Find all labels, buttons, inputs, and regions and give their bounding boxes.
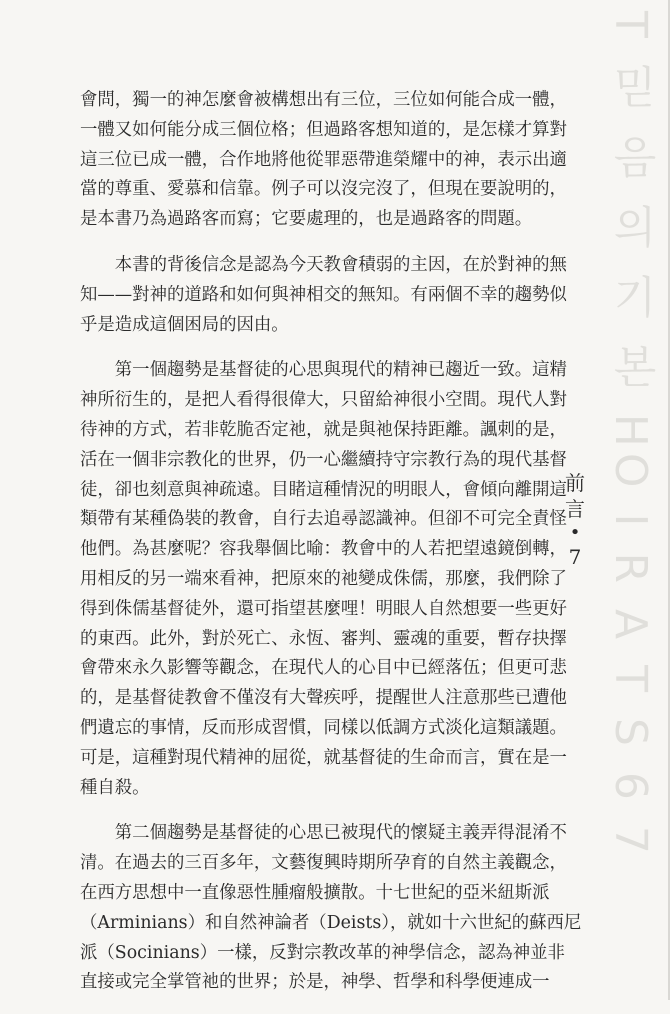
text-line: 的東西。此外，對於死亡、永恆、審判、靈魂的重要，暫存抉擇	[80, 628, 567, 649]
text-line: 這三位已成一體，合作地將他從罪惡帶進榮耀中的神，表示出適	[80, 149, 567, 170]
text-line: 活在一個非宗教化的世界，仍一心繼續持守宗教行為的現代基督	[80, 449, 567, 470]
paragraph	[80, 819, 582, 998]
section-title-char-2: 言	[565, 497, 585, 521]
text-line: 的，是基督徒教會不僅沒有大聲疾呼，提醒世人注意那些已遭他	[80, 688, 567, 709]
body-text	[80, 86, 582, 1014]
text-line: 直接或完全掌管祂的世界；於是，神學、哲學和科學便連成一	[80, 972, 550, 993]
bleed-through-watermark	[602, 0, 662, 860]
paragraph	[80, 251, 567, 340]
text-line: 當的尊重、愛慕和信靠。例子可以沒完沒了，但現在要說明的，	[80, 179, 567, 200]
text-line: 乎是造成這個困局的因由。	[80, 314, 289, 335]
text-line: 類帶有某種偽裝的教會，自行去追尋認識神。但卻不可完全責怪	[80, 509, 567, 530]
text-line: 會帶來永久影響等觀念，在現代人的心目中已經落伍；但更可悲	[80, 658, 567, 679]
text-line: 會問，獨一的神怎麼會被構想出有三位，三位如何能合成一體，	[80, 90, 567, 110]
text-line: 徒，卻也刻意與神疏遠。目睹這種情況的明眼人，會傾向離開這	[80, 479, 567, 500]
text-line: 第一個趨勢是基督徒的心思與現代的精神已趨近一致。這精	[80, 360, 567, 381]
text-line: 種自殺。	[80, 777, 150, 798]
text-line: 在西方思想中一直像惡性腫瘤般擴散。十七世紀的亞米紐斯派	[80, 882, 550, 903]
text-line: 本書的背後信念是認為今天教會積弱的主因，在於對神的無	[80, 254, 567, 275]
text-line: 們遺忘的事情，反而形成習慣，同樣以低調方式淡化這類議題。	[80, 717, 567, 738]
text-line: 得到侏儒基督徒外，還可指望甚麼哩！明眼人自然想要一些更好	[80, 598, 567, 619]
watermark-glyphs: T 믿 음 의 기 본 HO I R A T S 6 7	[605, 10, 656, 860]
paragraph	[80, 356, 567, 803]
text-line: 知——對神的道路和如何與神相交的無知。有兩個不幸的趨勢似	[80, 284, 567, 305]
text-line: 是本書乃為過路客而寫；它要處理的，也是過路客的問題。	[80, 209, 533, 230]
section-title-char-1: 前	[565, 471, 585, 495]
text-line: 可是，這種對現代精神的屈從，就基督徒的生命而言，實在是一	[80, 747, 567, 768]
text-line: 派（Socinians）一樣，反對宗教改革的神學信念，認為神並非	[80, 942, 565, 963]
text-line: 用相反的另一端來看神，把原來的祂變成侏儒，那麼，我們除了	[80, 568, 567, 589]
paragraph	[80, 86, 567, 235]
text-line: 第二個趨勢是基督徒的心思已被現代的懷疑主義弄得混淆不	[80, 823, 567, 844]
text-line: 一體又如何能分成三個位格；但過路客想知道的，是怎樣才算對	[80, 119, 567, 140]
text-line: 神所衍生的，是把人看得很偉大，只留給神很小空間。現代人對	[80, 390, 567, 411]
page-number: 7	[568, 545, 582, 569]
text-line: 待神的方式，若非乾脆否定祂，就是與祂保持距離。諷刺的是，	[80, 419, 567, 440]
text-line: 清。在過去的三百多年，文藝復興時期所孕育的自然主義觀念，	[80, 853, 567, 874]
text-line: （Arminians）和自然神論者（Deists），就如十六世紀的蘇西尼	[80, 912, 582, 933]
running-header	[564, 470, 586, 570]
separator-dot: •	[569, 522, 581, 543]
text-line: 他們。為甚麼呢？容我舉個比喻：教會中的人若把望遠鏡倒轉，	[80, 539, 567, 560]
